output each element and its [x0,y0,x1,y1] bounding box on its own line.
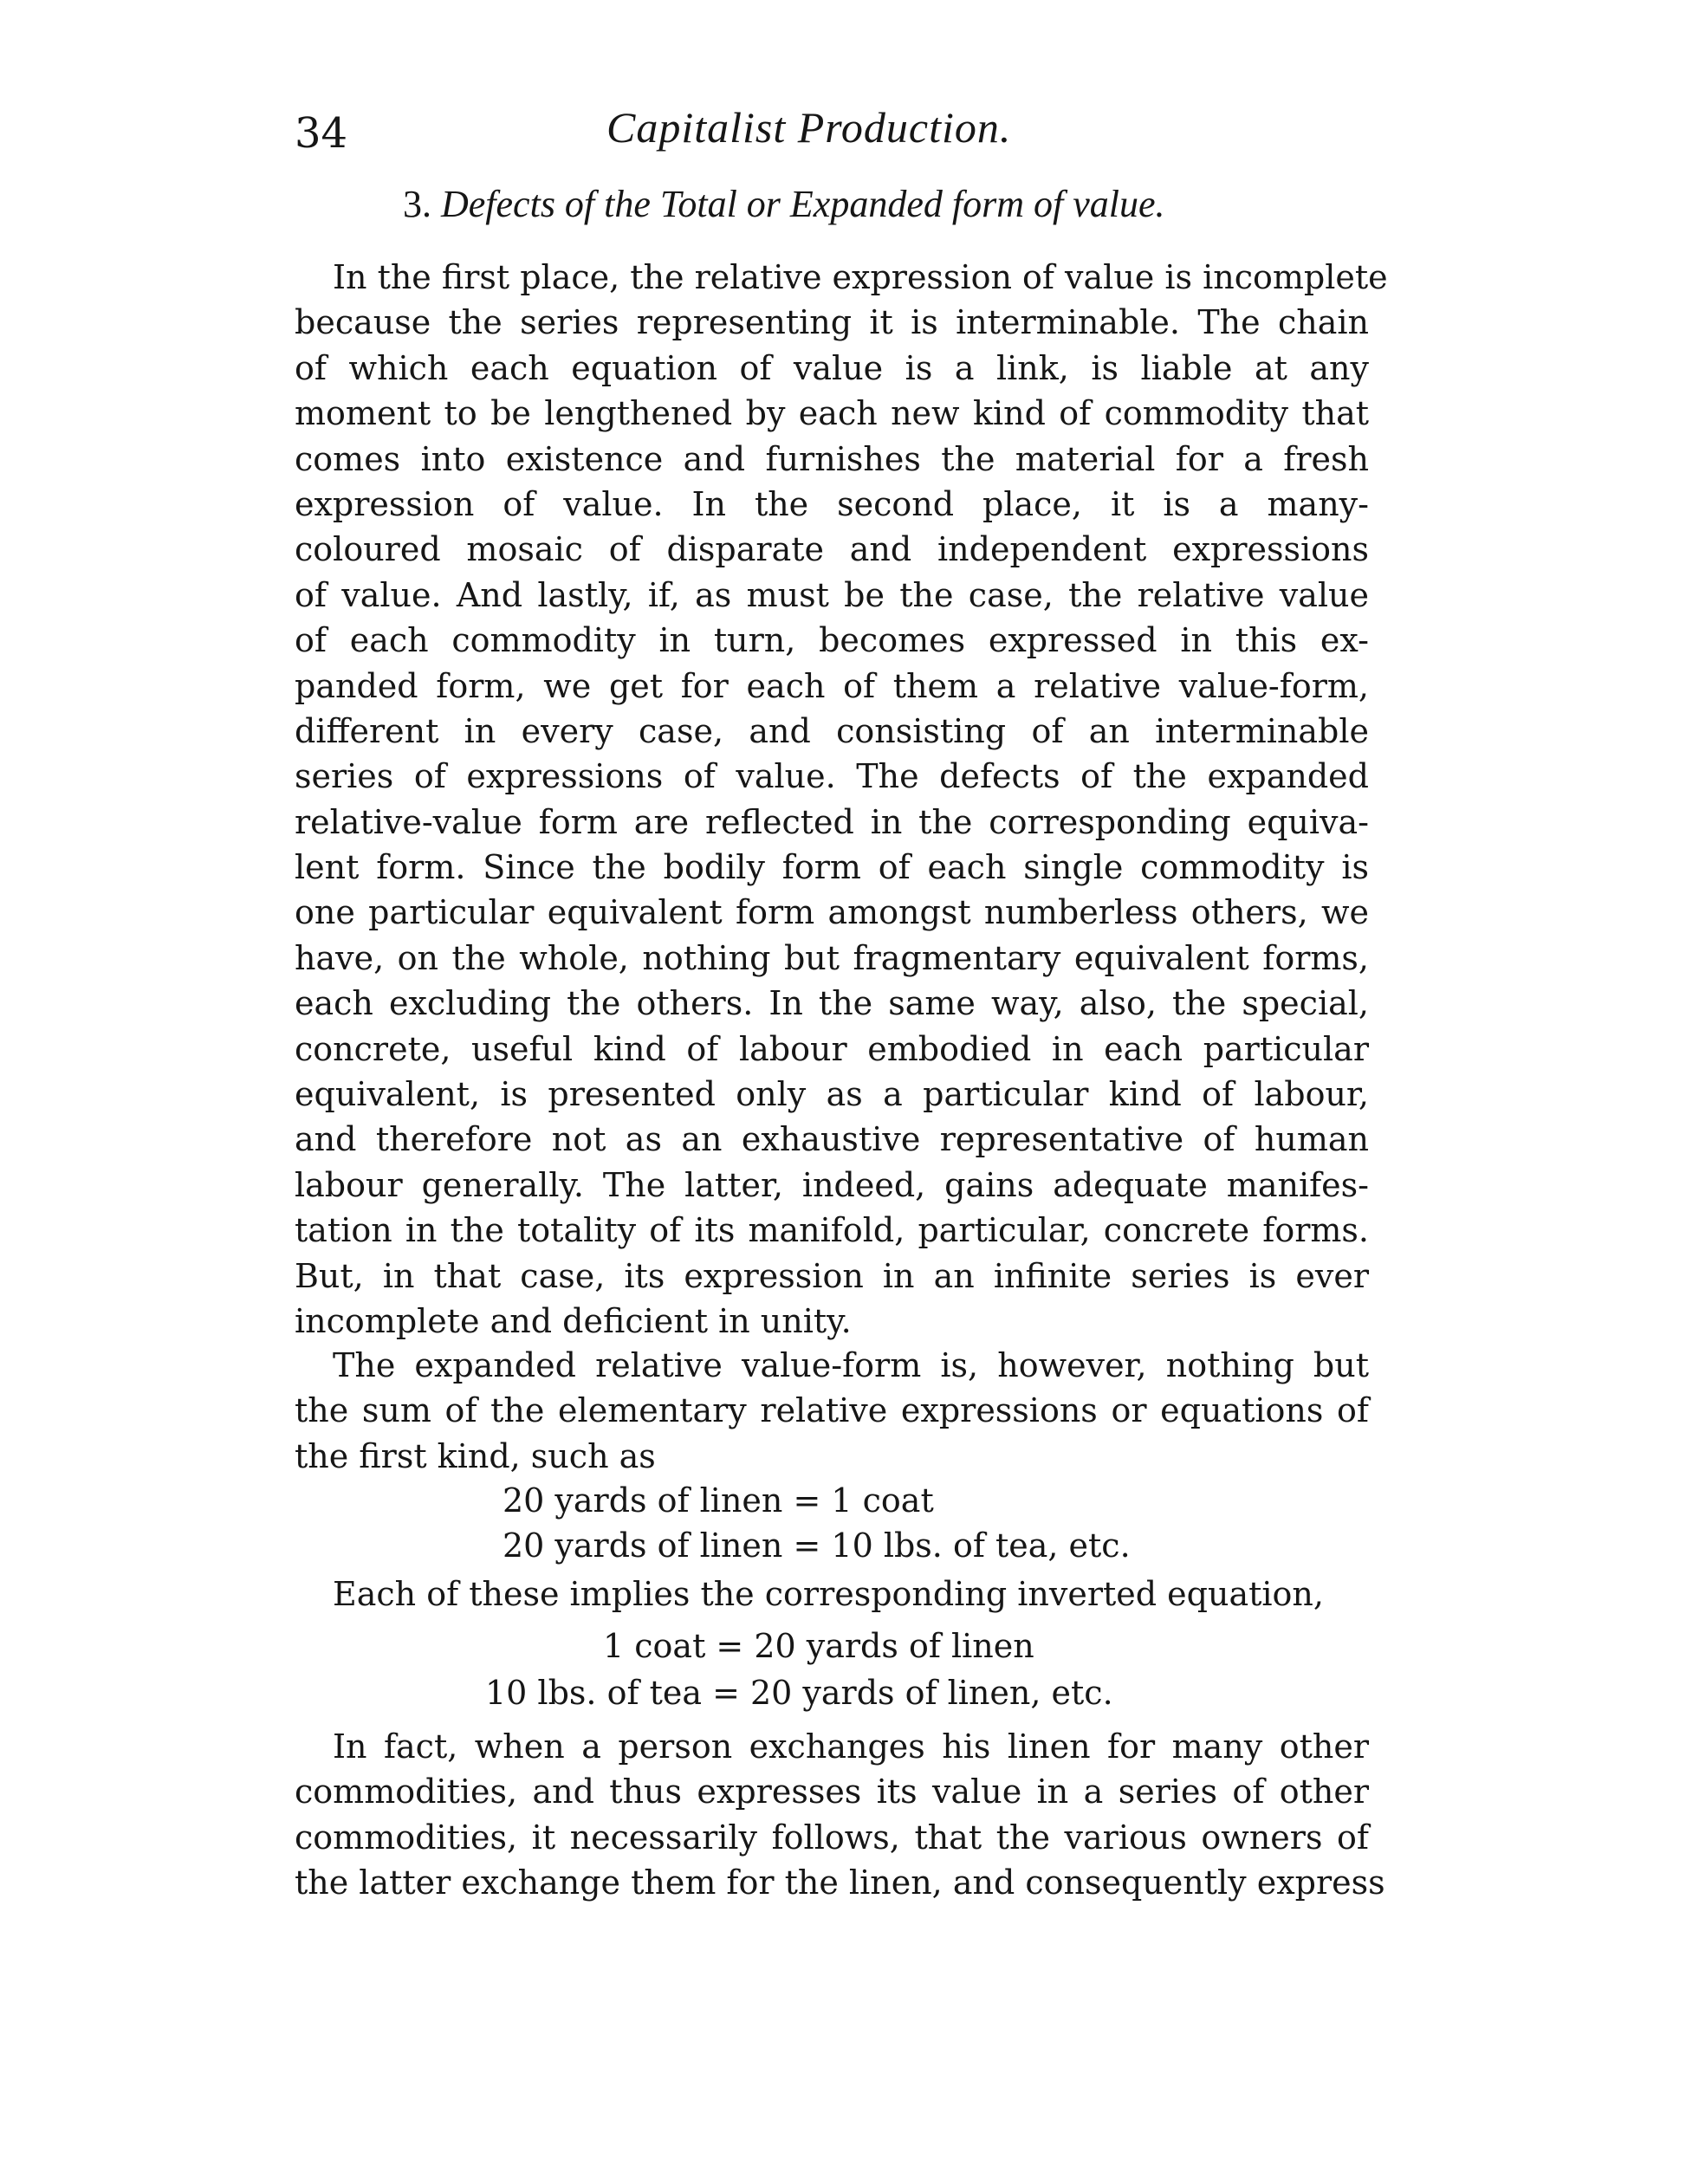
running-title: Capitalist Production. [606,103,1012,152]
text-line: commodities, and thus expresses its value in a series of other [295,1772,1369,1811]
text-line: labour generally. The latter, indeed, gains adequate manifes- [295,1165,1369,1204]
text-line: In the first place, the relative expression of value is incomplete [333,258,1388,296]
text-line-inverted-intro: Each of these implies the corresponding inverted equation, [333,1575,1324,1613]
text-line: The expanded relative value-form is, however, nothing but [333,1346,1369,1384]
page-number: 34 [295,109,348,158]
equation: 20 yards of linen = 10 lbs. of tea, etc. [503,1526,1131,1565]
text-line: panded form, we get for each of them a relative value-form, [295,666,1369,705]
section-heading [403,182,1164,226]
paragraph-exchange [295,1724,1385,1906]
text-line: comes into existence and furnishes the material for a fresh [295,439,1369,478]
paragraph-defects [295,255,1388,1344]
text-line: of each commodity in turn, becomes expressed in this ex- [295,621,1369,660]
text-line: concrete, useful kind of labour embodied in each particular [295,1029,1369,1068]
equation: 10 lbs. of tea = 20 yards of linen, etc. [485,1674,1113,1712]
page-header [295,102,1352,163]
equation: 20 yards of linen = 1 coat [503,1481,934,1520]
text-line: one particular equivalent form amongst numberless others, we [295,893,1369,932]
text-line: equivalent, is presented only as a particular kind of labour, [295,1075,1369,1114]
text-line: tation in the totality of its manifold, particular, concrete forms. [295,1211,1369,1250]
text-line: In fact, when a person exchanges his linen for many other [333,1727,1369,1766]
text-line: expression of value. In the second place, it is a many- [295,484,1369,523]
text-line: lent form. Since the bodily form of each single commodity is [295,848,1369,887]
text-line: have, on the whole, nothing but fragmentary equivalent forms, [295,938,1369,977]
text-line: because the series representing it is interminable. The chain [295,303,1369,342]
text-line: moment to be lengthened by each new kind of commodity that [295,394,1369,433]
equation: 1 coat = 20 yards of linen [603,1627,1034,1665]
text-line: and therefore not as an exhaustive representative of human [295,1120,1369,1159]
text-line: the latter exchange them for the linen, and consequently express [295,1863,1385,1902]
text-line: each excluding the others. In the same way, also, the special, [295,984,1369,1023]
text-line: incomplete and deficient in unity. [295,1301,852,1340]
text-line: coloured mosaic of disparate and independent expressions [295,530,1369,569]
text-line: series of expressions of value. The defects of the expanded [295,757,1369,796]
section-number: 3. [403,183,431,225]
text-line: But, in that case, its expression in an infinite series is ever [295,1256,1369,1295]
text-line: the first kind, such as [295,1436,656,1475]
paragraph-expanded-form [295,1343,1369,1479]
text-line: of which each equation of value is a link, is liable at any [295,348,1369,387]
text-line: commodities, it necessarily follows, that the various owners of [295,1818,1369,1857]
text-line: the sum of the elementary relative expressions or equations of [295,1391,1369,1430]
section-title: Defects of the Total or Expanded form of value. [441,183,1165,225]
text-line: relative-value form are reflected in the corresponding equiva- [295,802,1369,841]
text-line: different in every case, and consisting of an interminable [295,711,1369,750]
text-line: of value. And lastly, if, as must be the case, the relative value [295,575,1369,614]
